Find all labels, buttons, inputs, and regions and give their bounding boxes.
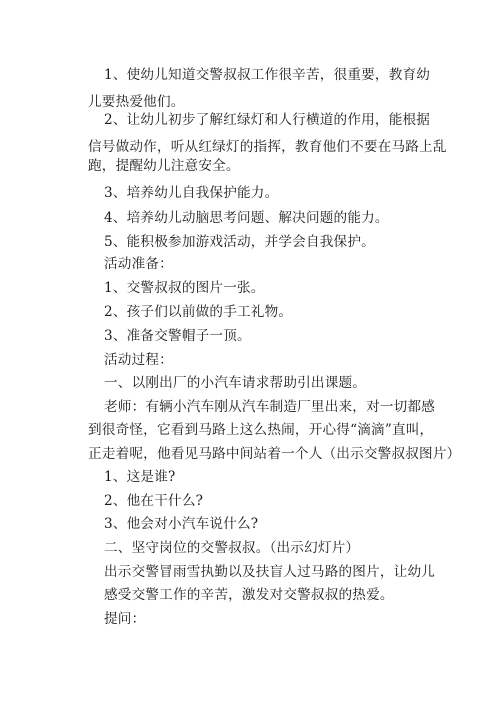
text-line: 3、准备交警帽子一顶。 xyxy=(104,328,251,344)
text-line: 1、这是谁? xyxy=(104,469,176,485)
text-line: 2、让幼儿初步了解红绿灯和人行横道的作用，能根据 xyxy=(104,112,431,128)
text-line: 5、能积极参加游戏活动，并学会自我保护。 xyxy=(104,234,375,250)
text-line: 一、以刚出厂的小汽车请求帮助引出课题。 xyxy=(104,375,367,391)
text-line: 到很奇怪，它看到马路上这么热闹，开心得“滴滴”直叫， xyxy=(88,422,434,438)
text-line: 出示交警冒雨雪执勤以及扶盲人过马路的图片，让幼儿 xyxy=(104,564,436,580)
text-line: 跑，提醒幼儿注意安全。 xyxy=(88,158,240,174)
text-line: 1、使幼儿知道交警叔叔工作很辛苦，很重要，教育幼 xyxy=(104,67,431,83)
text-line: 1、交警叔叔的图片一张。 xyxy=(104,280,265,296)
text-line: 活动准备： xyxy=(104,256,173,272)
text-line: 二、坚守岗位的交警叔叔。（出示幻灯片） xyxy=(104,540,360,556)
text-line: 2、他在干什么? xyxy=(104,493,204,509)
text-line: 2、孩子们以前做的手工礼物。 xyxy=(104,304,293,320)
text-line: 感受交警工作的辛苦，激发对交警叔叔的热爱。 xyxy=(104,587,394,603)
text-line: 信号做动作，听从红绿灯的指挥，教育他们不要在马路上乱 xyxy=(88,139,447,155)
text-line: 3、培养幼儿自我保护能力。 xyxy=(104,185,279,201)
text-line: 正走着呢，他看见马路中间站着一个人（出示交警叔叔图片） xyxy=(88,446,461,462)
text-line: 老师：有辆小汽车刚从汽车制造厂里出来，对一切都感 xyxy=(104,399,436,415)
text-line: 提问： xyxy=(104,611,146,627)
text-line: 3、他会对小汽车说什么? xyxy=(104,516,259,532)
text-line: 儿要热爱他们。 xyxy=(88,94,185,110)
text-line: 活动过程： xyxy=(104,352,173,368)
text-line: 4、培养幼儿动脑思考问题、解决问题的能力。 xyxy=(104,210,389,226)
